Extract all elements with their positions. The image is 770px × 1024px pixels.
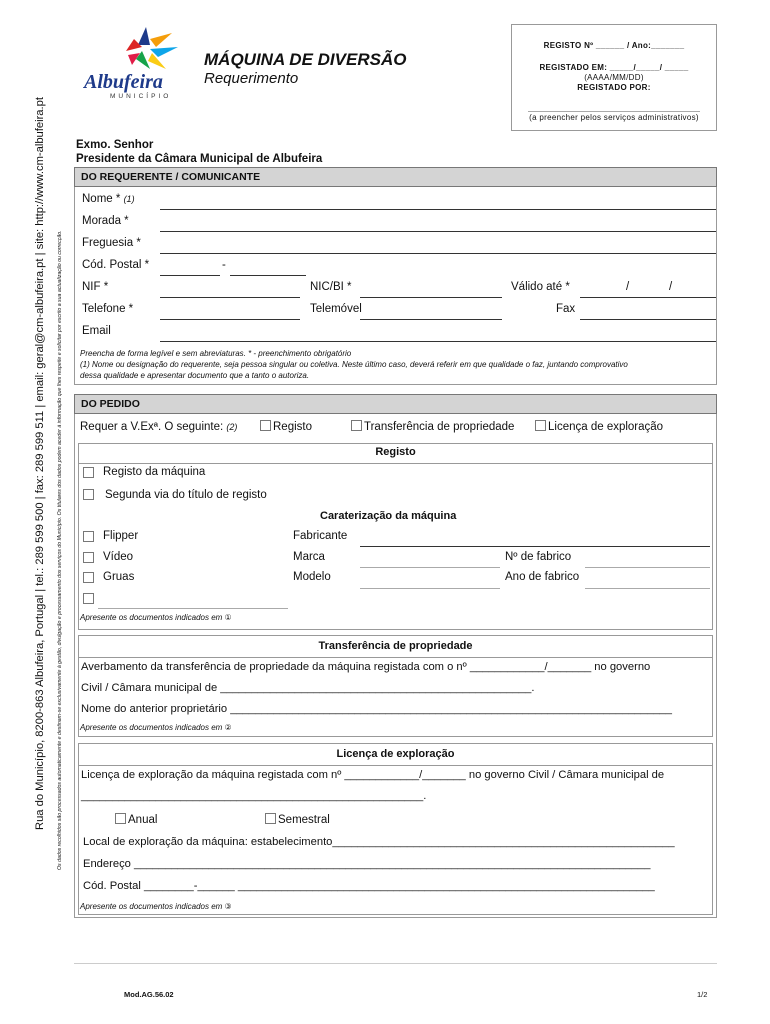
nif-label: NIF * <box>82 281 109 293</box>
segunda-via-checkbox[interactable] <box>83 489 94 500</box>
requerente-heading: DO REQUERENTE / COMUNICANTE <box>74 167 717 187</box>
num-fabrico-field[interactable] <box>585 567 710 568</box>
date-slash-2: / <box>669 281 673 293</box>
nome-field[interactable] <box>160 209 716 210</box>
video-label: Vídeo <box>103 551 134 563</box>
admin-note: (a preencher pelos serviços administrativos) <box>529 113 699 122</box>
model-number: Mod.AG.56.02 <box>124 990 174 999</box>
document-subtitle: Requerimento <box>204 70 299 87</box>
modelo-label: Modelo <box>293 571 331 583</box>
licenca-checkbox[interactable] <box>535 420 546 431</box>
gruas-label: Gruas <box>103 571 135 583</box>
licenca-line2: _______________________________________________________. <box>81 790 427 802</box>
logo-sub: MUNICÍPIO <box>110 93 172 100</box>
reg-maquina-checkbox[interactable] <box>83 467 94 478</box>
freguesia-field[interactable] <box>160 253 716 254</box>
telefone-label: Telefone * <box>82 303 134 315</box>
registration-box <box>511 24 717 131</box>
privacy-text: Os dados recolhidos são processados automaticamente e destinam-se exclusivamente à gestão, divulgação e processamento dos serviços do Município. Os titulares dos dados podem aceder à informação que lhes respeite e solicitar por escrito a sua actualização ou correcção. <box>57 230 63 870</box>
municipality-logo <box>80 25 200 105</box>
caracterizacao-heading: Caraterização da máquina <box>320 510 457 522</box>
contact-text: Rua do Município, 8200-863 Albufeira, Portugal | tel.: 289 599 500 | fax: 289 599 511 | email: geral@cm-albufeira.pt | site: http://www.cm-albufeira.pt <box>34 97 46 830</box>
option-licenca[interactable]: Licença de exploração <box>535 420 663 433</box>
logo-text: Albufeira <box>84 71 163 93</box>
licenca-docs-note: Apresente os documentos indicados em ③ <box>80 902 232 911</box>
registo-checkbox[interactable] <box>260 420 271 431</box>
note-1-cont: dessa qualidade e apresentar documento que a tanto o autoriza. <box>80 371 310 380</box>
semestral-checkbox[interactable] <box>265 813 276 824</box>
reg-maquina-label: Registo da máquina <box>103 466 206 478</box>
sidebar-privacy <box>55 100 67 870</box>
registo-docs-note: Apresente os documentos indicados em ① <box>80 613 232 622</box>
email-field[interactable] <box>160 341 716 342</box>
video-checkbox[interactable] <box>83 552 94 563</box>
nome-label: Nome * (1) <box>82 193 135 205</box>
option-registo[interactable]: Registo <box>260 420 312 433</box>
addressee-line2: Presidente da Câmara Municipal de Albufeira <box>76 153 323 165</box>
flipper-label: Flipper <box>103 530 139 542</box>
requer-label: Requer a V.Exª. O seguinte: (2) <box>80 421 238 433</box>
licenca-heading: Licença de exploração <box>336 748 455 760</box>
document-title: MÁQUINA DE DIVERSÃO <box>204 50 407 69</box>
transferencia-checkbox[interactable] <box>351 420 362 431</box>
licenca-line1: Licença de exploração da máquina registada com nº ____________/_______ no governo Civil / Câmara municipal de <box>81 769 665 781</box>
cod-postal-field-2[interactable] <box>230 275 306 276</box>
option-transferencia[interactable]: Transferência de propriedade <box>351 420 514 433</box>
marca-label: Marca <box>293 551 325 563</box>
logo-mark-icon <box>80 25 190 75</box>
other-checkbox[interactable] <box>83 593 94 604</box>
fax-field[interactable] <box>580 319 716 320</box>
nif-field[interactable] <box>160 297 300 298</box>
transferencia-line1: Averbamento da transferência de propriedade da máquina registada com o nº ____________/_______ no governo <box>81 661 651 673</box>
transferencia-docs-note: Apresente os documentos indicados em ② <box>80 723 232 732</box>
marca-field[interactable] <box>360 567 500 568</box>
anual-checkbox[interactable] <box>115 813 126 824</box>
registado-em: REGISTADO EM: _____/_____/ _____ <box>539 63 689 72</box>
telemovel-label: Telemóvel <box>310 303 362 315</box>
pedido-heading: DO PEDIDO <box>74 394 717 414</box>
segunda-via-label: Segunda via do título de registo <box>105 489 267 501</box>
modelo-field[interactable] <box>360 588 500 589</box>
num-fabrico-label: Nº de fabrico <box>505 551 572 563</box>
option-semestral[interactable]: Semestral <box>265 813 330 826</box>
licenca-cod-postal: Cód. Postal ________-______ ___________________________________________________________________ <box>83 880 655 892</box>
nic-label: NIC/BI * <box>310 281 352 293</box>
telefone-field[interactable] <box>160 319 300 320</box>
sidebar-contact <box>30 97 52 830</box>
licenca-local: Local de exploração da máquina: estabelecimento_______________________________________________________ <box>83 836 675 848</box>
flipper-checkbox[interactable] <box>83 531 94 542</box>
cod-postal-dash: - <box>222 259 226 271</box>
fabricante-label: Fabricante <box>293 530 348 542</box>
transferencia-line3: Nome do anterior proprietário _______________________________________________________________________ <box>81 703 672 715</box>
morada-label: Morada * <box>82 215 129 227</box>
option-anual[interactable]: Anual <box>115 813 157 826</box>
registo-heading: Registo <box>375 446 416 458</box>
valido-label: Válido até * <box>511 281 570 293</box>
gruas-checkbox[interactable] <box>83 572 94 583</box>
cod-postal-label: Cód. Postal * <box>82 259 150 271</box>
fax-label: Fax <box>556 303 576 315</box>
telemovel-field[interactable] <box>360 319 502 320</box>
morada-field[interactable] <box>160 231 716 232</box>
addressee-line1: Exmo. Senhor <box>76 139 154 151</box>
date-format: (AAAA/MM/DD) <box>584 73 644 82</box>
other-field[interactable] <box>98 608 288 609</box>
note-1: (1) Nome ou designação do requerente, seja pessoa singular ou coletiva. Neste último caso, deverá referir em que qualidade o faz, juntando comprovativo <box>80 360 628 369</box>
nic-field[interactable] <box>360 297 502 298</box>
email-label: Email <box>82 325 111 337</box>
licenca-endereco: Endereço ___________________________________________________________________________________ <box>83 858 651 870</box>
valido-field[interactable] <box>580 297 716 298</box>
registado-por: REGISTADO POR: <box>577 83 651 92</box>
transferencia-line2: Civil / Câmara municipal de __________________________________________________. <box>81 682 535 694</box>
freguesia-label: Freguesia * <box>82 237 141 249</box>
transferencia-heading: Transferência de propriedade <box>318 640 473 652</box>
fabricante-field[interactable] <box>360 546 710 547</box>
ano-fabrico-field[interactable] <box>585 588 710 589</box>
page-number: 1/2 <box>697 990 708 999</box>
cod-postal-field-1[interactable] <box>160 275 220 276</box>
date-slash-1: / <box>626 281 630 293</box>
fill-note: Preencha de forma legível e sem abreviaturas. * - preenchimento obrigatório <box>80 349 352 358</box>
ano-fabrico-label: Ano de fabrico <box>505 571 580 583</box>
registo-number: REGISTO Nº ______ / Ano:_______ <box>543 41 685 50</box>
